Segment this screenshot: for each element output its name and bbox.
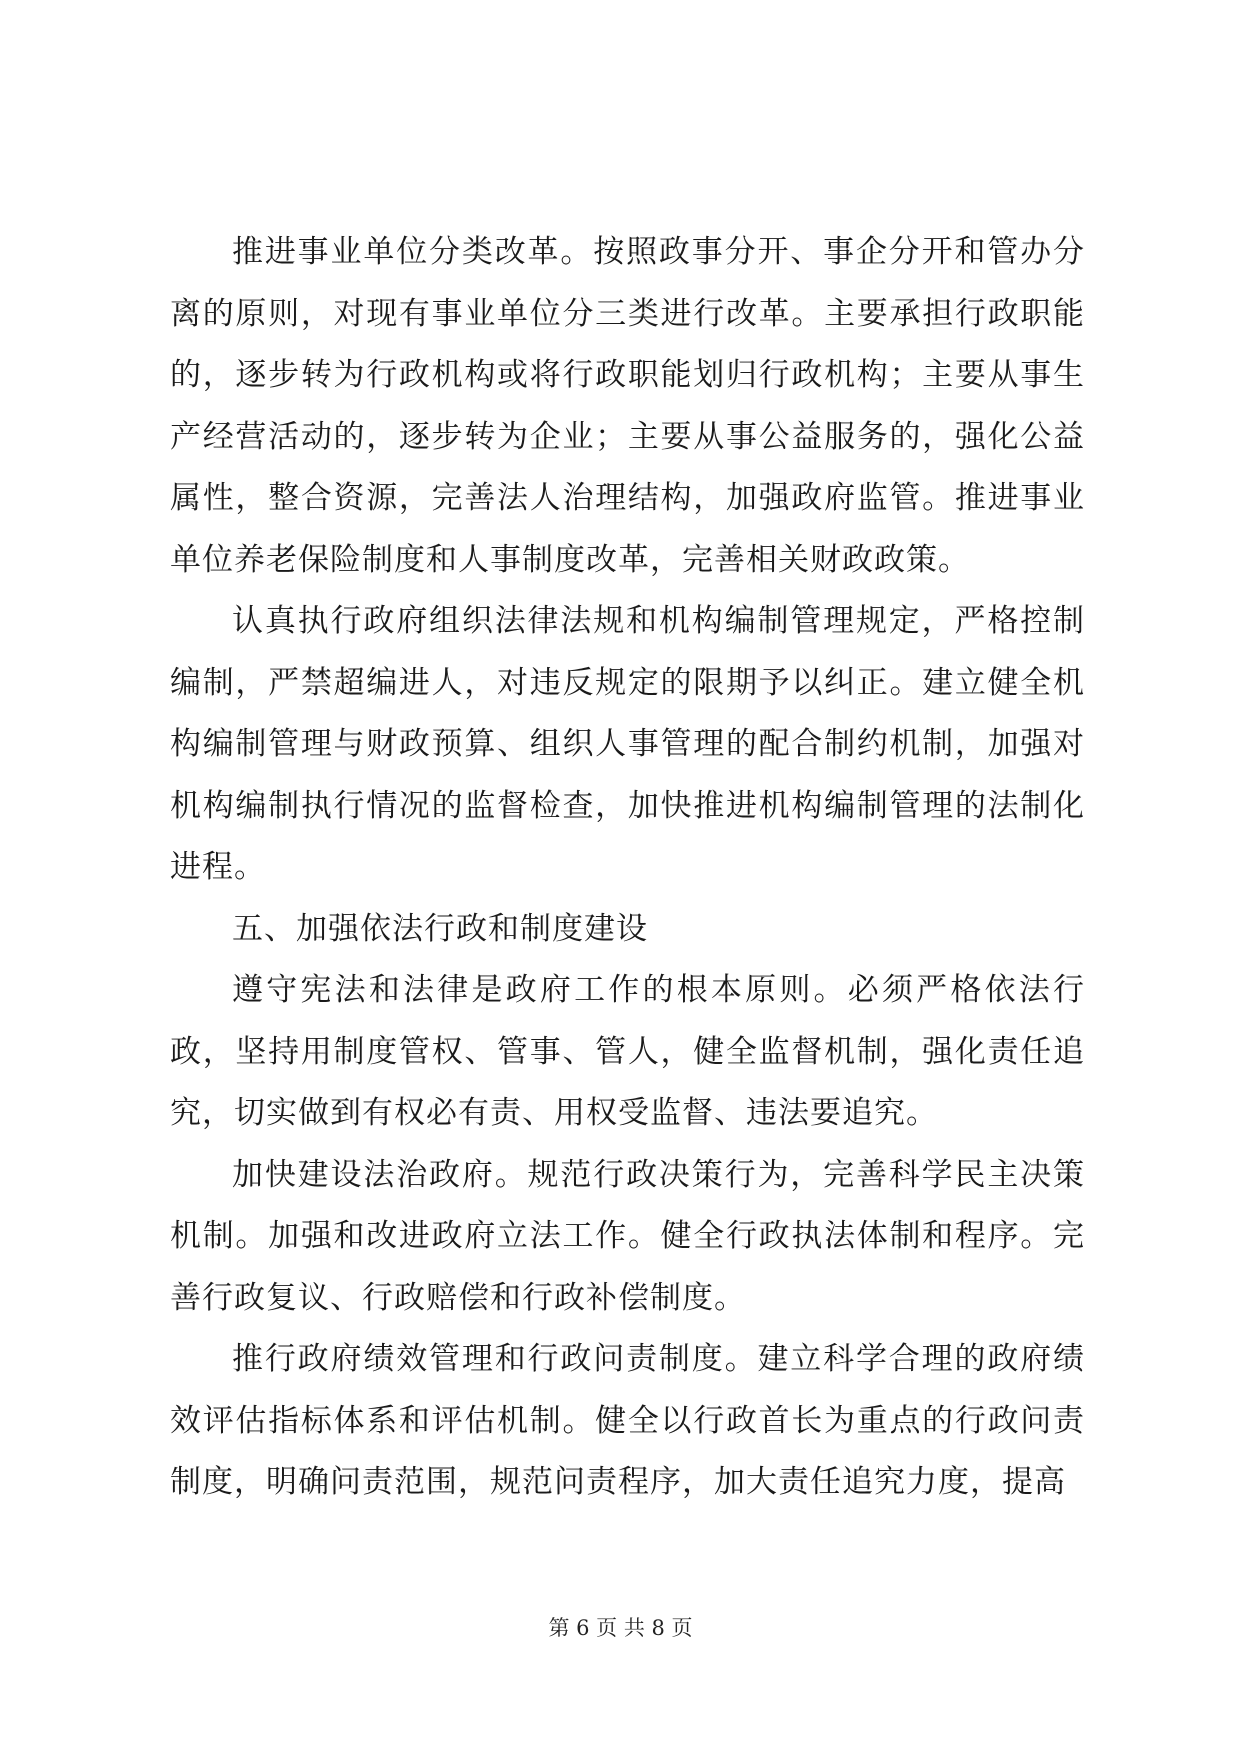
paragraph-performance-accountability: 推行政府绩效管理和行政问责制度。建立科学合理的政府绩效评估指标体系和评估机制。健全以行政首长为重点的行政问责制度，明确问责范围，规范问责程序，加大责任追究力度，提高 xyxy=(170,1341,1085,1500)
paragraph-institution-reform: 推进事业单位分类改革。按照政事分开、事企分开和管办分离的原则，对现有事业单位分三类进行改革。主要承担行政职能的，逐步转为行政机构或将行政职能划归行政机构；主要从事生产经营活动的，逐步转为企业；主要从事公益服务的，强化公益属性，整合资源，完善法人治理结构，加强政府监管。推进事业单位养老保险制度和人事制度改革，完善相关财政政策。 xyxy=(170,234,1085,578)
paragraph-rule-of-law: 遵守宪法和法律是政府工作的根本原则。必须严格依法行政，坚持用制度管权、管事、管人，健全监督机制，强化责任追究，切实做到有权必有责、用权受监督、违法要追究。 xyxy=(170,972,1085,1131)
paragraph-staffing-control: 认真执行政府组织法律法规和机构编制管理规定，严格控制编制，严禁超编进人，对违反规定的限期予以纠正。建立健全机构编制管理与财政预算、组织人事管理的配合制约机制，加强对机构编制执行情况的监督检查，加快推进机构编制管理的法制化进程。 xyxy=(170,603,1085,885)
section-heading: 五、加强依法行政和制度建设 xyxy=(232,910,648,947)
page-number-footer: 第 6 页 共 8 页 xyxy=(548,1616,693,1640)
body-text xyxy=(170,222,1085,1514)
paragraph-law-based-government: 加快建设法治政府。规范行政决策行为，完善科学民主决策机制。加强和改进政府立法工作。健全行政执法体制和程序。完善行政复议、行政赔偿和行政补偿制度。 xyxy=(170,1156,1085,1316)
